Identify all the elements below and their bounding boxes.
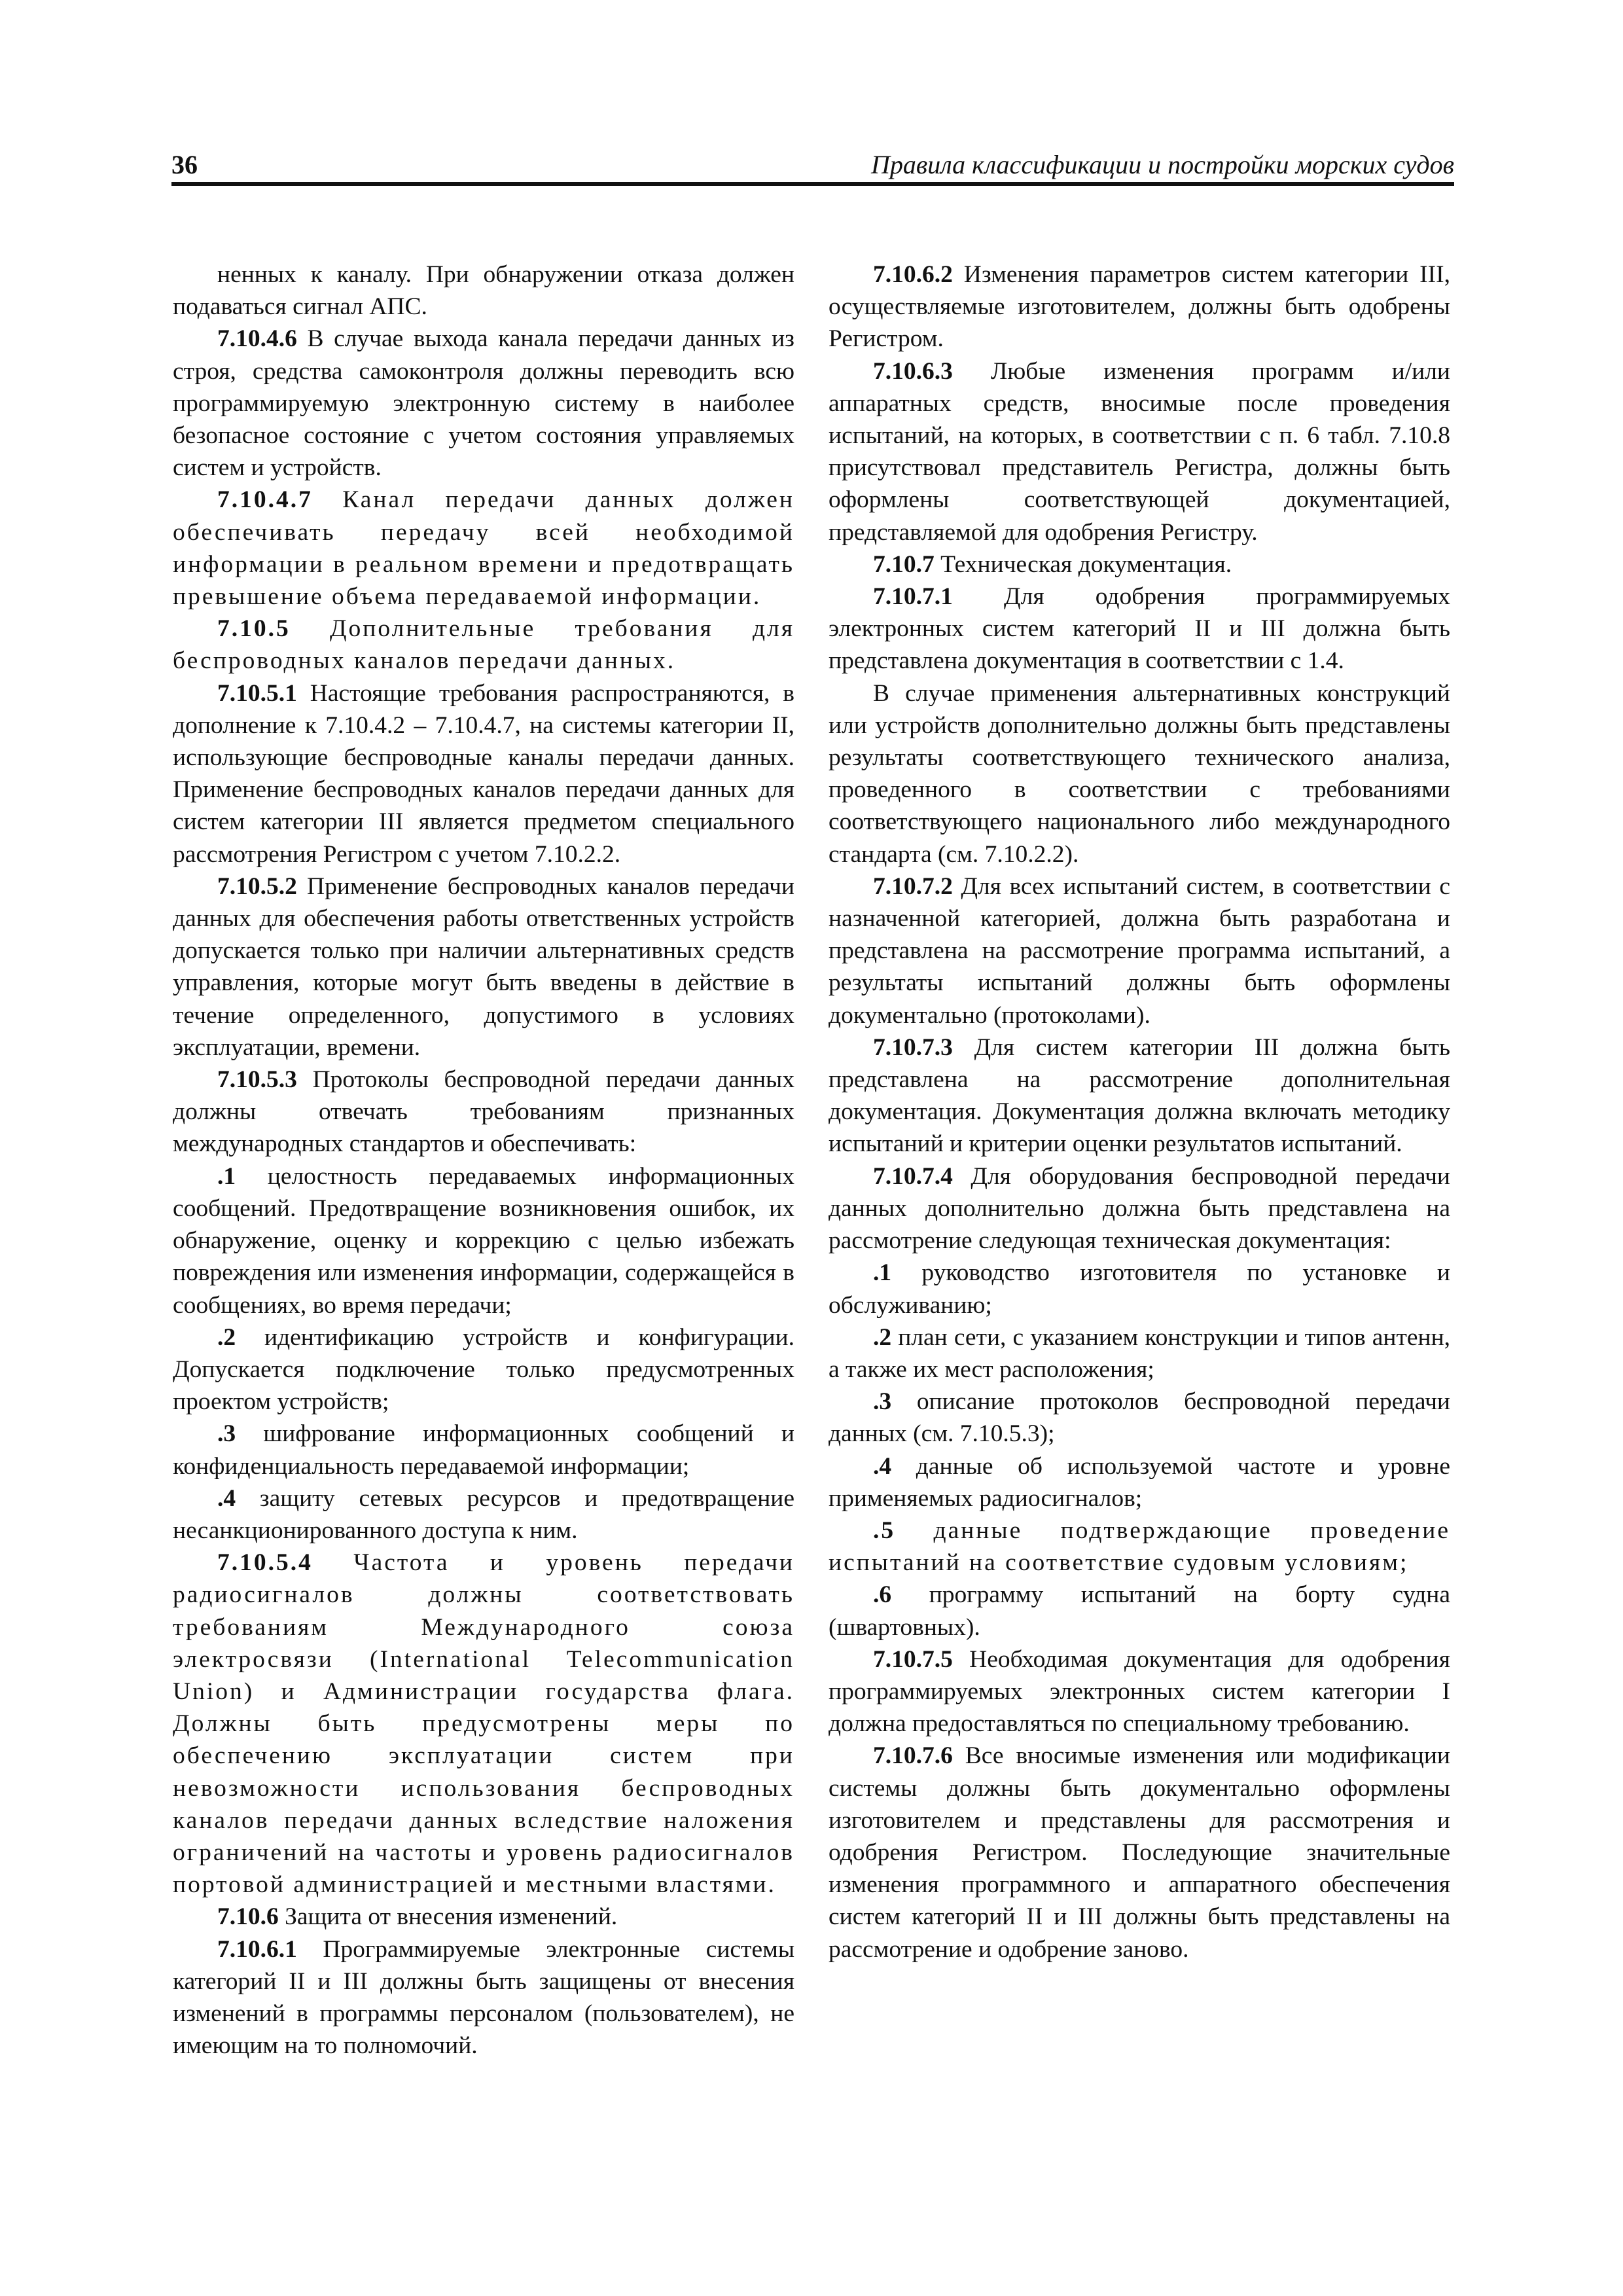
clause-7-10-7-5: 7.10.7.5 Необходимая документация для одобрения программируемых электронных систем категории I должна предоставляться по специальному требованию.	[829, 1645, 1450, 1738]
item-number: .2	[873, 1323, 892, 1351]
clause-number: 7.10.7.5	[873, 1645, 953, 1673]
item-number: .5	[873, 1516, 896, 1544]
clause-7-10-6-1: 7.10.6.1 Программируемые электронные системы категорий II и III должны быть защищены от внесения изменений в программы персоналом (пользователем), не имеющим на то полномочий.	[173, 1935, 795, 2060]
clause-7-10-5-2: 7.10.5.2 Применение беспроводных каналов передачи данных для обеспечения работы ответственных устройств допускается только при наличии альтернативных средств управления, которые могут быть введены в действие в течение определенного, допустимого в условиях эксплуатации, времени.	[173, 872, 794, 1061]
right-column	[829, 259, 1450, 1965]
item-number: .4	[217, 1484, 236, 1512]
running-title: Правила классификации и постройки морских судов	[870, 150, 1454, 179]
clause-number: 7.10.7.2	[873, 872, 953, 900]
clause-number: 7.10.6.3	[873, 357, 953, 385]
clause-number: 7.10.5	[217, 615, 291, 643]
list-item: .1 руководство изготовителя по установке и обслуживанию;	[829, 1259, 1450, 1319]
clause-number: 7.10.4.6	[217, 325, 297, 353]
list-item: .4 защиту сетевых ресурсов и предотвращение несанкционированного доступа к ним.	[173, 1484, 795, 1544]
clause-7-10-7-2: 7.10.7.2 Для всех испытаний систем, в соответствии с назначенной категорией, должна быть разработана и представлена на рассмотрение программа испытаний, а результаты испытаний должны быть оформлены документально (протоколами).	[829, 872, 1451, 1029]
item-number: .6	[873, 1581, 892, 1609]
page-number: 36	[171, 150, 198, 179]
item-number: .4	[873, 1452, 892, 1480]
clause-number: 7.10.5.4	[217, 1549, 313, 1577]
paragraph: В случае применения альтернативных конструкций или устройств дополнительно должны быть представлены результаты соответствующего технического анализа, проведенного в соответствии с требованиями соответствующего национального либо международного стандарта (см. 7.10.2.2).	[829, 679, 1450, 868]
item-number: .1	[873, 1259, 892, 1287]
clause-number: 7.10.7.3	[873, 1033, 953, 1061]
list-item: .4 данные об используемой частоте и уровне применяемых радиосигналов;	[829, 1452, 1450, 1512]
clause-number: 7.10.5.3	[217, 1066, 297, 1094]
clause-number: 7.10.7	[873, 550, 935, 578]
list-item: .3 шифрование информационных сообщений и конфиденциальность передаваемой информации;	[173, 1420, 795, 1480]
clause-7-10-7-6: 7.10.7.6 Все вносимые изменения или модификации системы должны быть документально оформлены изготовителем и представлены для рассмотрения и одобрения Регистром. Последующие значительные изменения программного и аппаратного обеспечения систем категорий II и III должны быть представлены на рассмотрение и одобрение заново.	[829, 1742, 1450, 1963]
clause-7-10-7-4: 7.10.7.4 Для оборудования беспроводной передачи данных дополнительно должна быть представлена на рассмотрение следующая техническая документация:	[829, 1162, 1450, 1255]
item-number: .2	[217, 1323, 236, 1351]
clause-number: 7.10.7.6	[873, 1742, 953, 1770]
clause-7-10-7-1: 7.10.7.1 Для одобрения программируемых электронных систем категорий II и III должна быть представлена документация в соответствии с 1.4.	[829, 583, 1450, 675]
clause-number: 7.10.6.1	[217, 1935, 297, 1963]
clause-7-10-4-7: 7.10.4.7 Канал передачи данных должен обеспечивать передачу всей необходимой информации в реальном времени и предотвращать превышение объема передаваемой информации.	[173, 486, 795, 611]
clause-7-10-7-3: 7.10.7.3 Для систем категории III должна быть представлена на рассмотрение дополнительная документация. Документация должна включать методику испытаний и критерии оценки результатов испытаний.	[829, 1033, 1450, 1158]
left-column	[173, 259, 794, 2062]
list-item: .2 план сети, с указанием конструкции и типов антенн, а также их мест расположения;	[829, 1323, 1451, 1383]
page-header	[171, 143, 1454, 186]
item-number: .1	[217, 1162, 236, 1190]
clause-7-10-5-3: 7.10.5.3 Протоколы беспроводной передачи данных должны отвечать требованиям признанных международных стандартов и обеспечивать:	[173, 1066, 794, 1158]
clause-7-10-6-2: 7.10.6.2 Изменения параметров систем категории III, осуществляемые изготовителем, должны быть одобрены Регистром.	[829, 261, 1450, 353]
clause-number: 7.10.6.2	[873, 261, 953, 288]
clause-7-10-4-6: 7.10.4.6 В случае выхода канала передачи данных из строя, средства самоконтроля должны переводить всю программируемую электронную систему в наиболее безопасное состояние с учетом состояния управляемых систем и устройств.	[173, 325, 794, 482]
clause-number: 7.10.6	[217, 1903, 279, 1931]
clause-number: 7.10.5.1	[217, 679, 297, 707]
clause-number: 7.10.7.4	[873, 1162, 953, 1190]
list-item: .5 данные подтверждающие проведение испытаний на соответствие судовым условиям;	[829, 1516, 1451, 1577]
list-item: .1 целостность передаваемых информационных сообщений. Предотвращение возникновения ошибок, их обнаружение, оценку и коррекцию с целью избежать повреждения или изменения информации, содержащейся в сообщениях, во время передачи;	[173, 1162, 794, 1319]
clause-number: 7.10.7.1	[873, 583, 953, 611]
item-number: .3	[873, 1388, 892, 1416]
clause-number: 7.10.4.7	[217, 486, 313, 514]
list-item: .6 программу испытаний на борту судна (швартовных).	[829, 1581, 1451, 1641]
list-item: .3 описание протоколов беспроводной передачи данных (см. 7.10.5.3);	[829, 1388, 1450, 1448]
clause-number: 7.10.5.2	[217, 872, 297, 900]
item-number: .3	[217, 1420, 236, 1448]
section-7-10-5-heading: 7.10.5 Дополнительные требования для беспроводных каналов передачи данных.	[173, 615, 794, 675]
list-item: .2 идентификацию устройств и конфигурации. Допускается подключение только предусмотренных проектом устройств;	[173, 1323, 795, 1416]
section-7-10-6-heading: 7.10.6 Защита от внесения изменений.	[217, 1903, 618, 1931]
clause-7-10-5-1: 7.10.5.1 Настоящие требования распространяются, в дополнение к 7.10.4.2 – 7.10.4.7, на системы категории II, использующие беспроводные каналы передачи данных. Применение беспроводных каналов передачи данных для систем категории III является предметом специального рассмотрения Регистром с учетом 7.10.2.2.	[173, 679, 795, 868]
clause-7-10-6-3: 7.10.6.3 Любые изменения программ и/или аппаратных средств, вносимые после проведения испытаний, на которых, в соответствии с п. 6 табл. 7.10.8 присутствовал представитель Регистра, должны быть оформлены соответствующей документацией, представляемой для одобрения Регистру.	[829, 357, 1450, 546]
clause-7-10-5-4: 7.10.5.4 Частота и уровень передачи радиосигналов должны соответствовать требованиям Международного союза электросвязи (International Telecommunication Union) и Администрации государства флага. Должны быть предусмотрены меры по обеспечению эксплуатации систем при невозможности использования беспроводных каналов передачи данных вследствие наложения ограничений на частоты и уровень радиосигналов портовой администрацией и местными властями.	[173, 1549, 794, 1899]
paragraph-continuation: ненных к каналу. При обнаружении отказа должен подаваться сигнал АПС.	[173, 261, 794, 321]
section-7-10-7-heading: 7.10.7 Техническая документация.	[873, 550, 1232, 578]
